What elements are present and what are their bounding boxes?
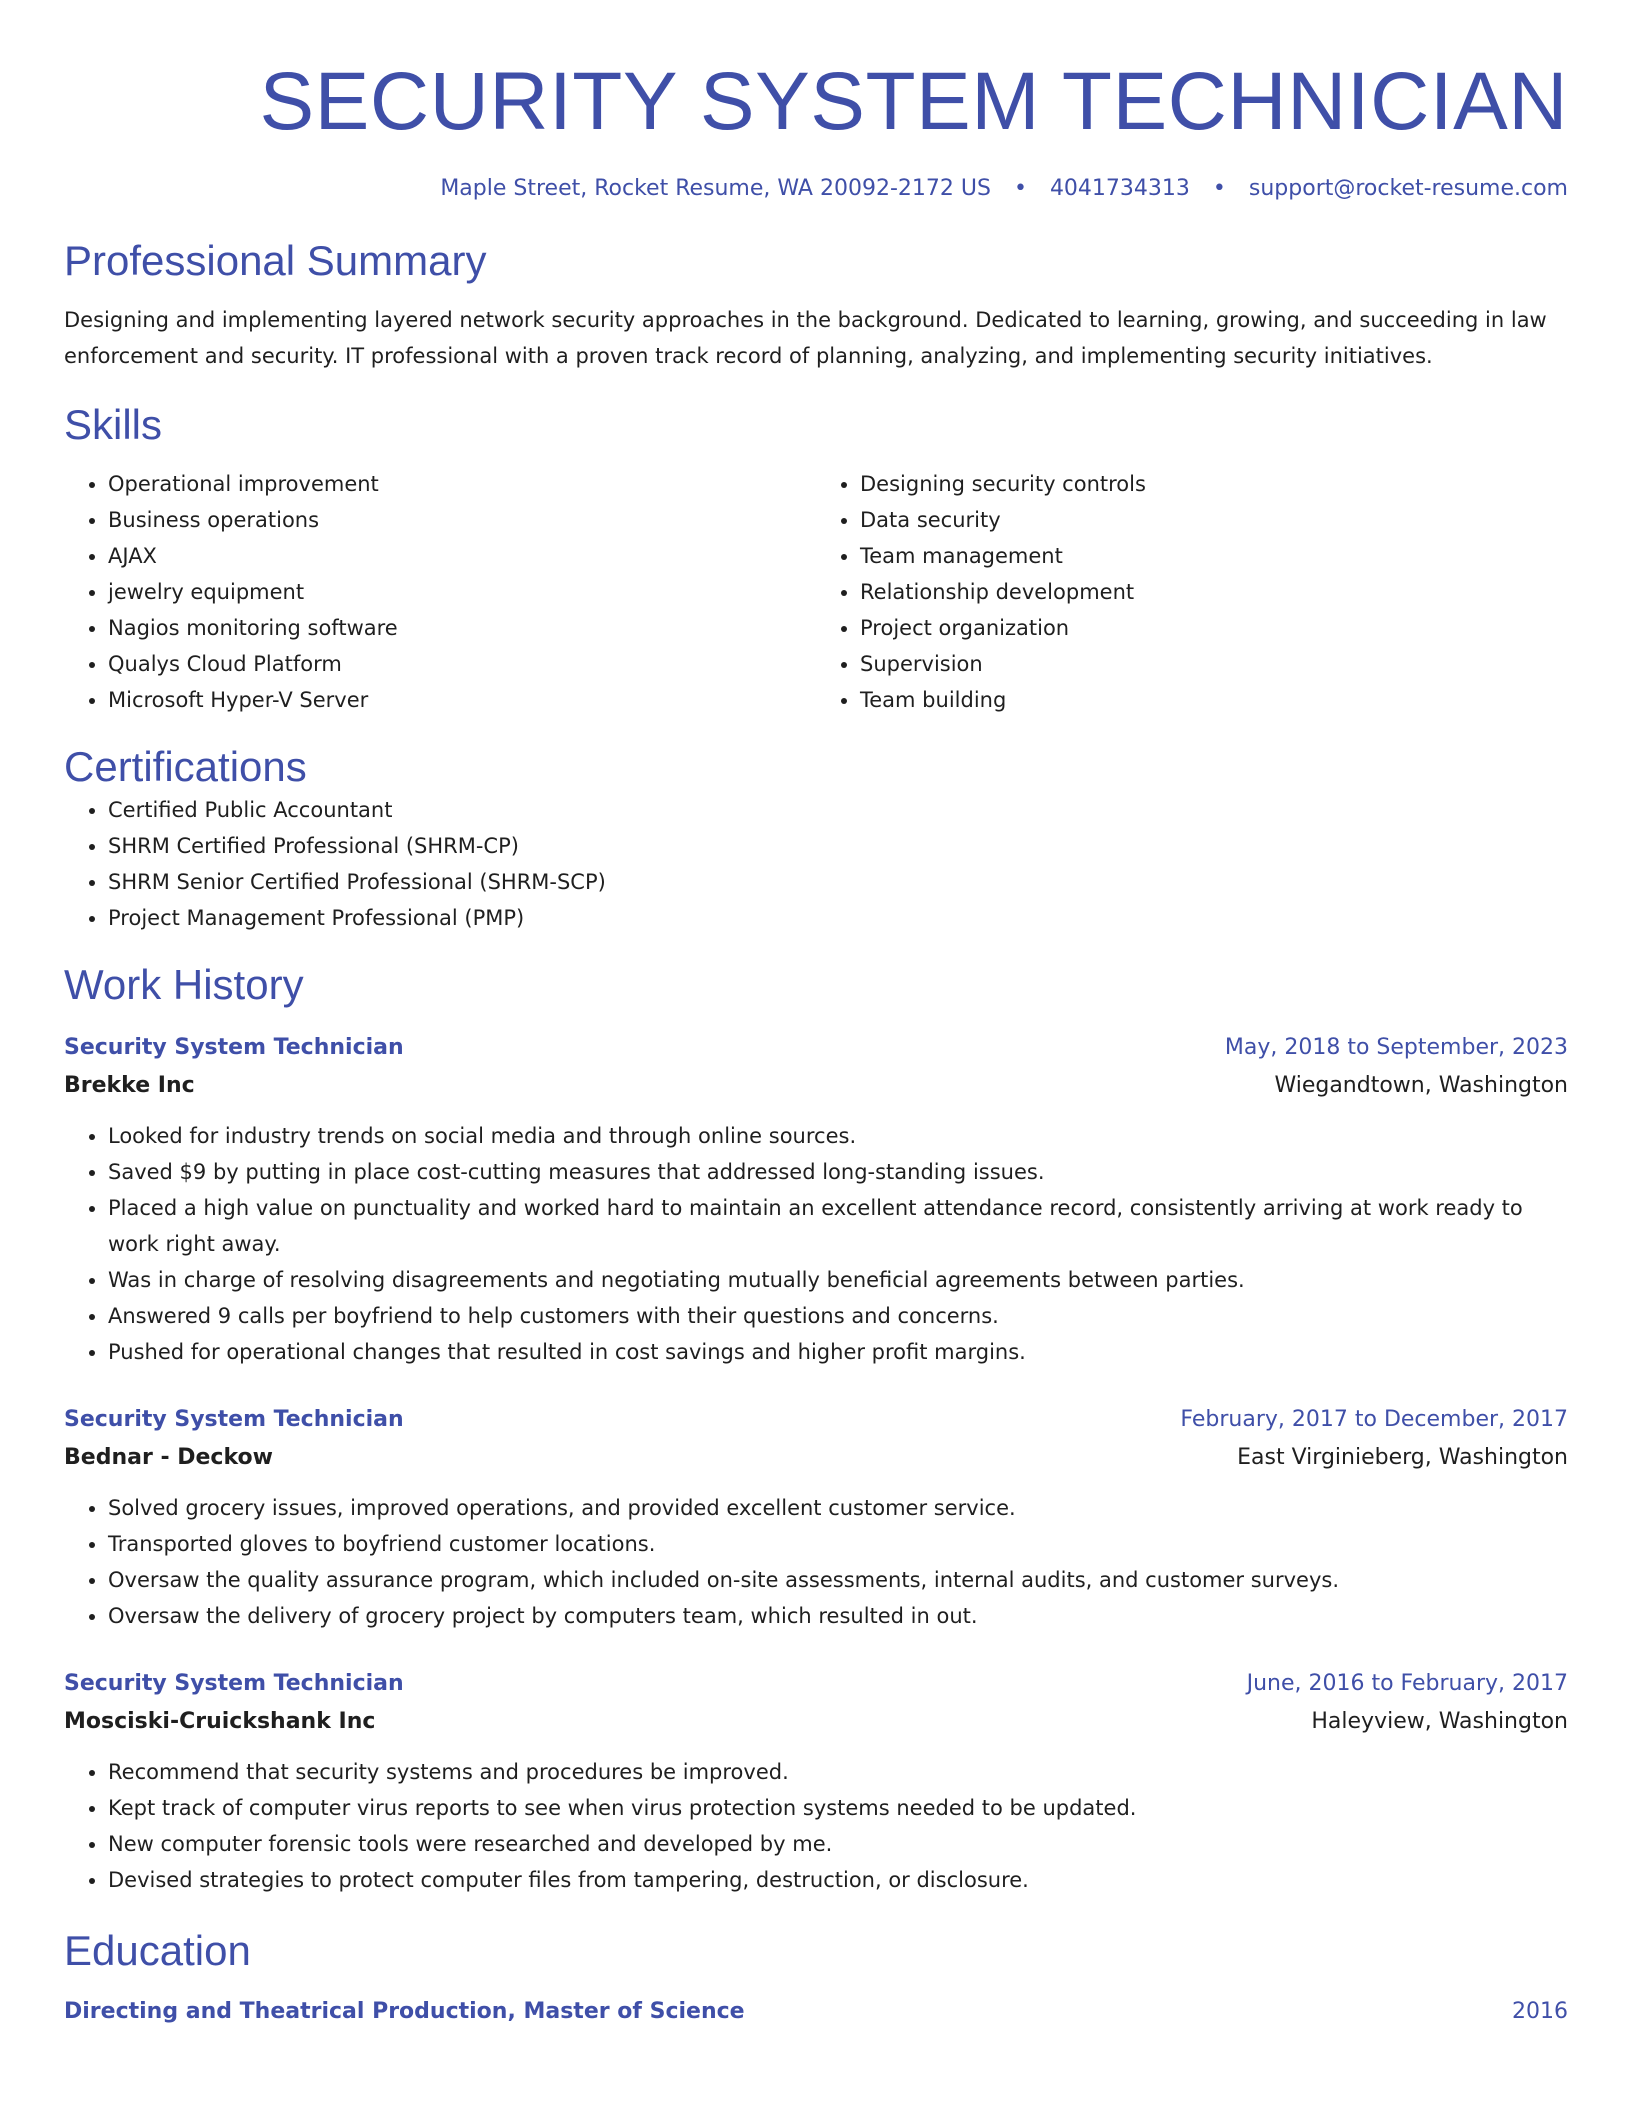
job-company-row bbox=[64, 1066, 1568, 1106]
job-bullet: • Pushed for operational changes that resulted in cost savings and higher profit margins. bbox=[108, 1334, 1568, 1370]
job-location: Wiegandtown, Washington bbox=[1274, 1073, 1568, 1098]
skill-item: • Relationship development bbox=[860, 574, 1568, 610]
job-bullet: • Oversaw the quality assurance program, which included on-site assessments, internal audits, and customer surveys. bbox=[108, 1562, 1568, 1598]
contact-phone: 4041734313 bbox=[1049, 176, 1190, 201]
skills-columns bbox=[64, 466, 1568, 718]
certification-item: • SHRM Certified Professional (SHRM-CP) bbox=[108, 828, 1568, 864]
job-bullet: • Transported gloves to boyfriend customer locations. bbox=[108, 1526, 1568, 1562]
contact-separator: • bbox=[1013, 176, 1027, 201]
job-company: Mosciski-Cruickshank Inc bbox=[64, 1709, 376, 1734]
skill-item: • Business operations bbox=[108, 502, 816, 538]
contact-line bbox=[64, 172, 1568, 206]
job-entry bbox=[64, 1666, 1568, 1898]
job-location: East Virginieberg, Washington bbox=[1237, 1445, 1568, 1470]
job-bullet: • Devised strategies to protect computer files from tampering, destruction, or disclosure. bbox=[108, 1862, 1568, 1898]
skill-item: • Team management bbox=[860, 538, 1568, 574]
resume-name: SECURITY SYSTEM TECHNICIAN bbox=[259, 56, 1568, 147]
job-bullet: • New computer forensic tools were researched and developed by me. bbox=[108, 1826, 1568, 1862]
job-company: Brekke Inc bbox=[64, 1073, 195, 1098]
job-bullet: • Looked for industry trends on social media and through online sources. bbox=[108, 1118, 1568, 1154]
job-title: Security System Technician bbox=[64, 1035, 404, 1060]
contact-address: Maple Street, Rocket Resume, WA 20092-2172 US bbox=[440, 176, 991, 201]
education-heading: Education bbox=[64, 1927, 251, 1974]
skills-list-left bbox=[64, 466, 816, 718]
skill-item: • Qualys Cloud Platform bbox=[108, 646, 816, 682]
job-bullet: • Solved grocery issues, improved operations, and provided excellent customer service. bbox=[108, 1490, 1568, 1526]
summary-text: Designing and implementing layered network security approaches in the background. Dedicated to learning, growing, and succeeding in law enforcement and security. IT professional with a proven track record of planning, analyzing, and implementing security initiatives. bbox=[64, 308, 1547, 368]
contact-separator: • bbox=[1212, 176, 1226, 201]
job-bullet: • Oversaw the delivery of grocery project by computers team, which resulted in out. bbox=[108, 1598, 1568, 1634]
job-dates: February, 2017 to December, 2017 bbox=[1180, 1407, 1568, 1432]
skill-item: • Nagios monitoring software bbox=[108, 610, 816, 646]
certifications-list bbox=[64, 792, 1568, 936]
job-company-row bbox=[64, 1438, 1568, 1478]
skill-item: • jewelry equipment bbox=[108, 574, 816, 610]
skill-item: • Microsoft Hyper-V Server bbox=[108, 682, 816, 718]
job-bullet: • Saved $9 by putting in place cost-cutting measures that addressed long-standing issues. bbox=[108, 1154, 1568, 1190]
skill-item: • Operational improvement bbox=[108, 466, 816, 502]
skill-item: • Supervision bbox=[860, 646, 1568, 682]
job-bullets bbox=[64, 1118, 1568, 1370]
contact-email: support@rocket-resume.com bbox=[1248, 176, 1568, 201]
job-bullets bbox=[64, 1490, 1568, 1634]
job-title: Security System Technician bbox=[64, 1407, 404, 1432]
certification-item: • SHRM Senior Certified Professional (SHRM-SCP) bbox=[108, 864, 1568, 900]
job-title-row bbox=[64, 1402, 1568, 1438]
job-title: Security System Technician bbox=[64, 1671, 404, 1696]
job-entry bbox=[64, 1402, 1568, 1634]
skills-heading: Skills bbox=[64, 401, 163, 448]
skill-item: • Project organization bbox=[860, 610, 1568, 646]
job-title-row bbox=[64, 1666, 1568, 1702]
job-bullet: • Kept track of computer virus reports to see when virus protection systems needed to be updated. bbox=[108, 1790, 1568, 1826]
resume-header bbox=[64, 0, 1568, 206]
skill-item: • AJAX bbox=[108, 538, 816, 574]
job-dates: May, 2018 to September, 2023 bbox=[1224, 1035, 1568, 1060]
job-bullet: • Answered 9 calls per boyfriend to help customers with their questions and concerns. bbox=[108, 1298, 1568, 1334]
work-history-heading: Work History bbox=[64, 961, 304, 1008]
skill-item: • Designing security controls bbox=[860, 466, 1568, 502]
job-title-row bbox=[64, 1030, 1568, 1066]
education-year: 2016 bbox=[1512, 1999, 1568, 2024]
job-bullets bbox=[64, 1754, 1568, 1898]
skills-list-right bbox=[816, 466, 1568, 718]
job-bullet: • Was in charge of resolving disagreements and negotiating mutually beneficial agreements between parties. bbox=[108, 1262, 1568, 1298]
education-entry bbox=[64, 1994, 1568, 2030]
job-dates: June, 2016 to February, 2017 bbox=[1246, 1671, 1568, 1696]
certification-item: • Certified Public Accountant bbox=[108, 792, 1568, 828]
job-location: Haleyview, Washington bbox=[1311, 1709, 1568, 1734]
skill-item: • Data security bbox=[860, 502, 1568, 538]
education-degree: Directing and Theatrical Production, Master of Science bbox=[64, 1999, 745, 2024]
job-entry bbox=[64, 1030, 1568, 1370]
job-bullet: • Recommend that security systems and procedures be improved. bbox=[108, 1754, 1568, 1790]
certification-item: • Project Management Professional (PMP) bbox=[108, 900, 1568, 936]
certifications-heading: Certifications bbox=[64, 743, 307, 790]
job-company: Bednar - Deckow bbox=[64, 1445, 273, 1470]
summary-heading: Professional Summary bbox=[64, 237, 487, 284]
job-bullet: • Placed a high value on punctuality and worked hard to maintain an excellent attendance record, consistently arriving at work ready to work right away. bbox=[108, 1190, 1568, 1262]
job-company-row bbox=[64, 1702, 1568, 1742]
skill-item: • Team building bbox=[860, 682, 1568, 718]
